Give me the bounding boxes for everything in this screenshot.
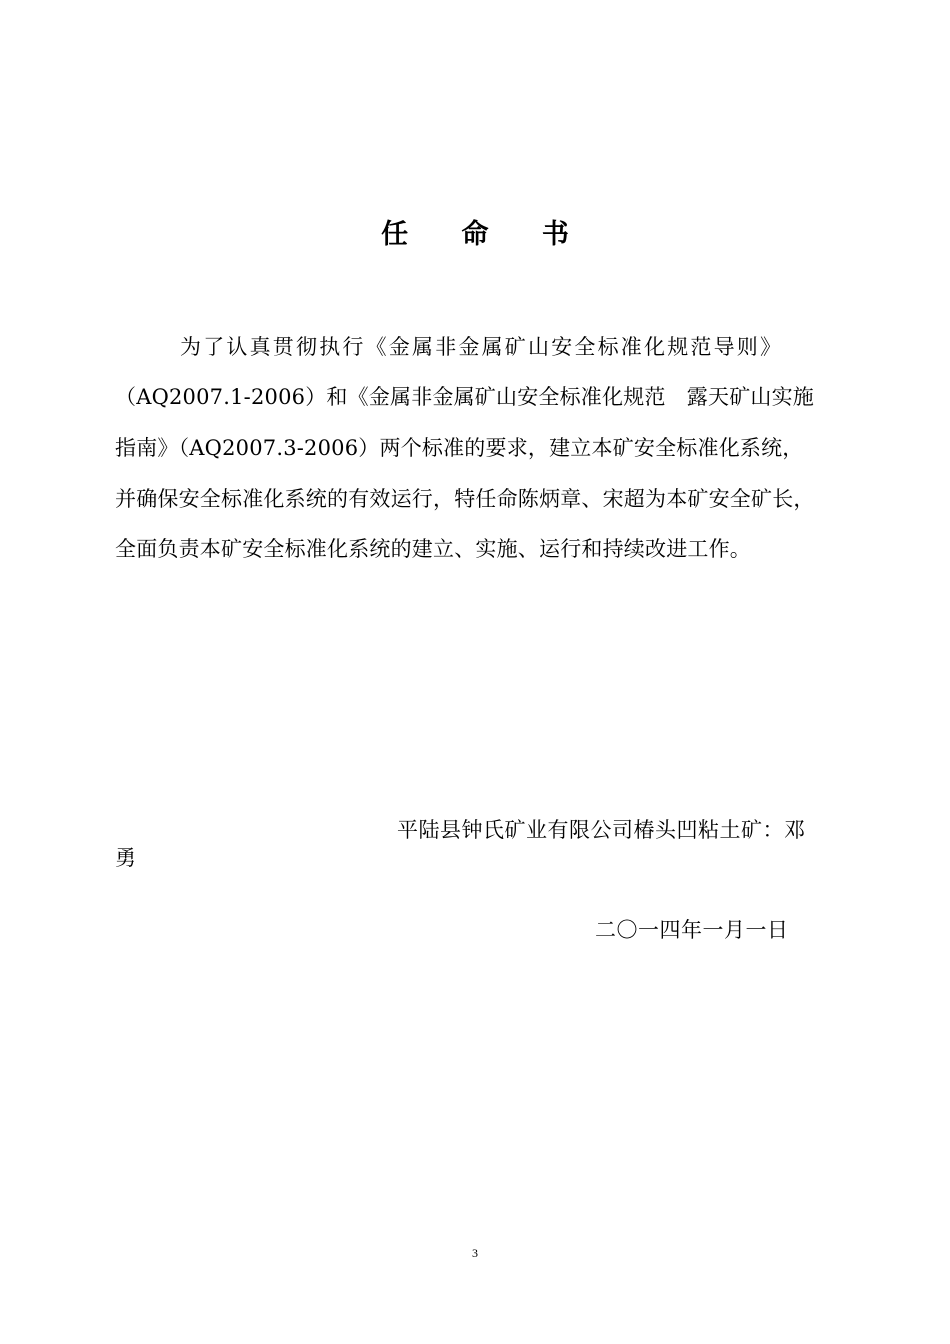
signature-line-1: 平陆县钟氏矿业有限公司椿头凹粘土矿：邓	[397, 818, 806, 842]
signature-line-2: 勇	[115, 846, 136, 870]
body-line-4: 并确保安全标准化系统的有效运行，特任命陈炳章、宋超为本矿安全矿长，	[115, 487, 815, 511]
document-title: 任 命 书	[381, 219, 591, 250]
page-number: 3	[472, 1246, 478, 1260]
document-date: 二〇一四年一月一日	[595, 918, 789, 942]
body-line-5: 全面负责本矿安全标准化系统的建立、实施、运行和持续改进工作。	[115, 537, 751, 561]
body-line-3: 指南》（AQ2007.3-2006）两个标准的要求，建立本矿安全标准化系统，	[115, 436, 804, 460]
body-line-1: 为了认真贯彻执行《金属非金属矿山安全标准化规范导则》	[180, 335, 784, 359]
body-line-2: （AQ2007.1-2006）和《金属非金属矿山安全标准化规范 露天矿山实施	[115, 385, 814, 409]
